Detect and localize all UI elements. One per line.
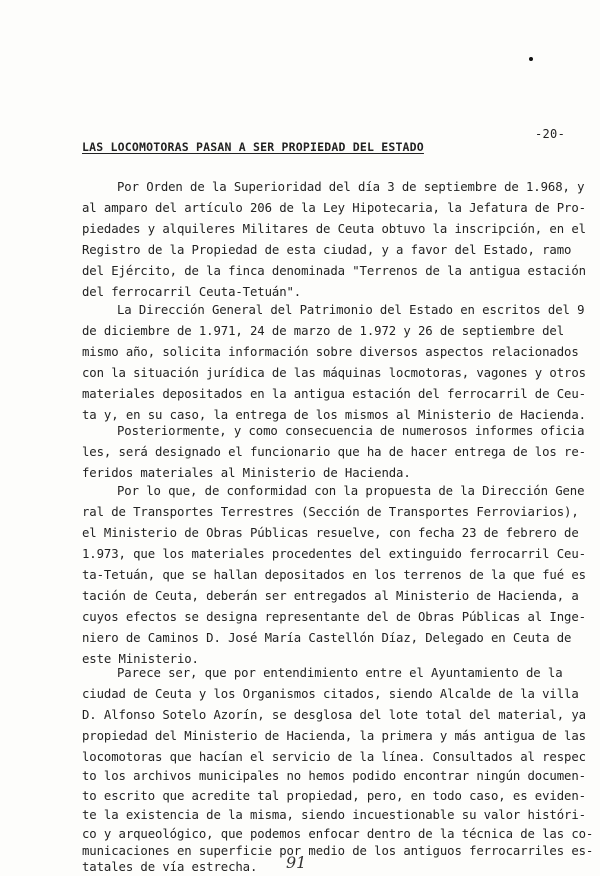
text-line: Por Orden de la Superioridad del día 3 de septiembre de 1.968, y [117,180,585,194]
text-line: ral de Transportes Terrestres (Sección de Transportes Ferroviarios), [82,505,579,519]
text-line: al amparo del artículo 206 de la Ley Hipotecaria, la Jefatura de Pro- [82,201,586,215]
section-title: LAS LOCOMOTORAS PASAN A SER PROPIEDAD DEL ESTADO [82,140,424,154]
text-line: propiedad del Ministerio de Hacienda, la primera y más antigua de las [82,729,586,743]
text-line: mismo año, solicita información sobre diversos aspectos relacionados [82,345,579,359]
text-line: materiales depositados en la antigua estación del ferrocarril de Ceu- [82,387,586,401]
text-line: D. Alfonso Sotelo Azorín, se desglosa del lote total del material, ya [82,708,586,722]
text-line: Parece ser, que por entendimiento entre el Ayuntamiento de la [117,666,563,680]
text-line: cuyos efectos se designa representante del de Obras Públicas al Inge- [82,610,586,624]
text-line: este Ministerio. [82,652,199,666]
text-line: tatales de vía estrecha. [82,860,258,874]
text-line: to escrito que acredite tal propiedad, pero, en todo caso, es eviden- [82,788,586,803]
text-line: locomotoras que hacían el servicio de la línea. Consultados al respec [82,750,586,764]
text-line: Por lo que, de conformidad con la propuesta de la Dirección Gene [117,484,585,498]
page-number: -20- [535,127,566,141]
ink-dot [529,57,533,61]
text-line: municaciones en superficie por medio de los antiguos ferrocarriles es- [82,843,594,858]
text-line: niero de Caminos D. José María Castellón Díaz, Delegado en Ceuta de [82,631,572,645]
text-line: feridos materiales al Ministerio de Hacienda. [82,466,411,480]
text-line: de diciembre de 1.971, 24 de marzo de 1.972 y 26 de septiembre del [82,324,565,338]
handwritten-page-number: 91 [286,853,307,872]
text-line: ta y, en su caso, la entrega de los mismos al Ministerio de Hacienda. [82,408,586,422]
text-line: con la situación jurídica de las máquinas locmotoras, vagones y otros [82,366,586,380]
text-line: ciudad de Ceuta y los Organismos citados, siendo Alcalde de la villa [82,687,579,701]
text-line: 1.973, que los materiales procedentes del extinguido ferrocarril Ceu- [82,547,586,561]
text-line: te la existencia de la misma, siendo incuestionable su valor históri- [82,808,586,822]
text-line: del ferrocarril Ceuta-Tetuán". [82,285,302,299]
text-line: La Dirección General del Patrimonio del Estado en escritos del 9 [117,303,585,317]
text-line: Posteriormente, y como consecuencia de numerosos informes oficia [117,424,585,438]
text-line: Registro de la Propiedad de esta ciudad, y a favor del Estado, ramo [82,243,572,257]
text-line: el Ministerio de Obras Públicas resuelve, con fecha 23 de febrero de [82,526,579,540]
text-line: piedades y alquileres Militares de Ceuta obtuvo la inscripción, en el [82,222,586,236]
text-line: ta-Tetuán, que se hallan depositados en los terrenos de la que fué es [82,568,586,582]
text-line: les, será designado el funcionario que ha de hacer entrega de los re- [82,445,586,459]
text-line: to los archivos municipales no hemos podido encontrar ningún documen- [82,769,586,784]
text-line: co y arqueológico, que podemos enfocar dentro de la técnica de las co- [82,827,594,842]
text-line: del Ejército, de la finca denominada "Terrenos de la antigua estación [82,264,586,278]
text-line: tación de Ceuta, deberán ser entregados al Ministerio de Hacienda, a [82,589,579,603]
